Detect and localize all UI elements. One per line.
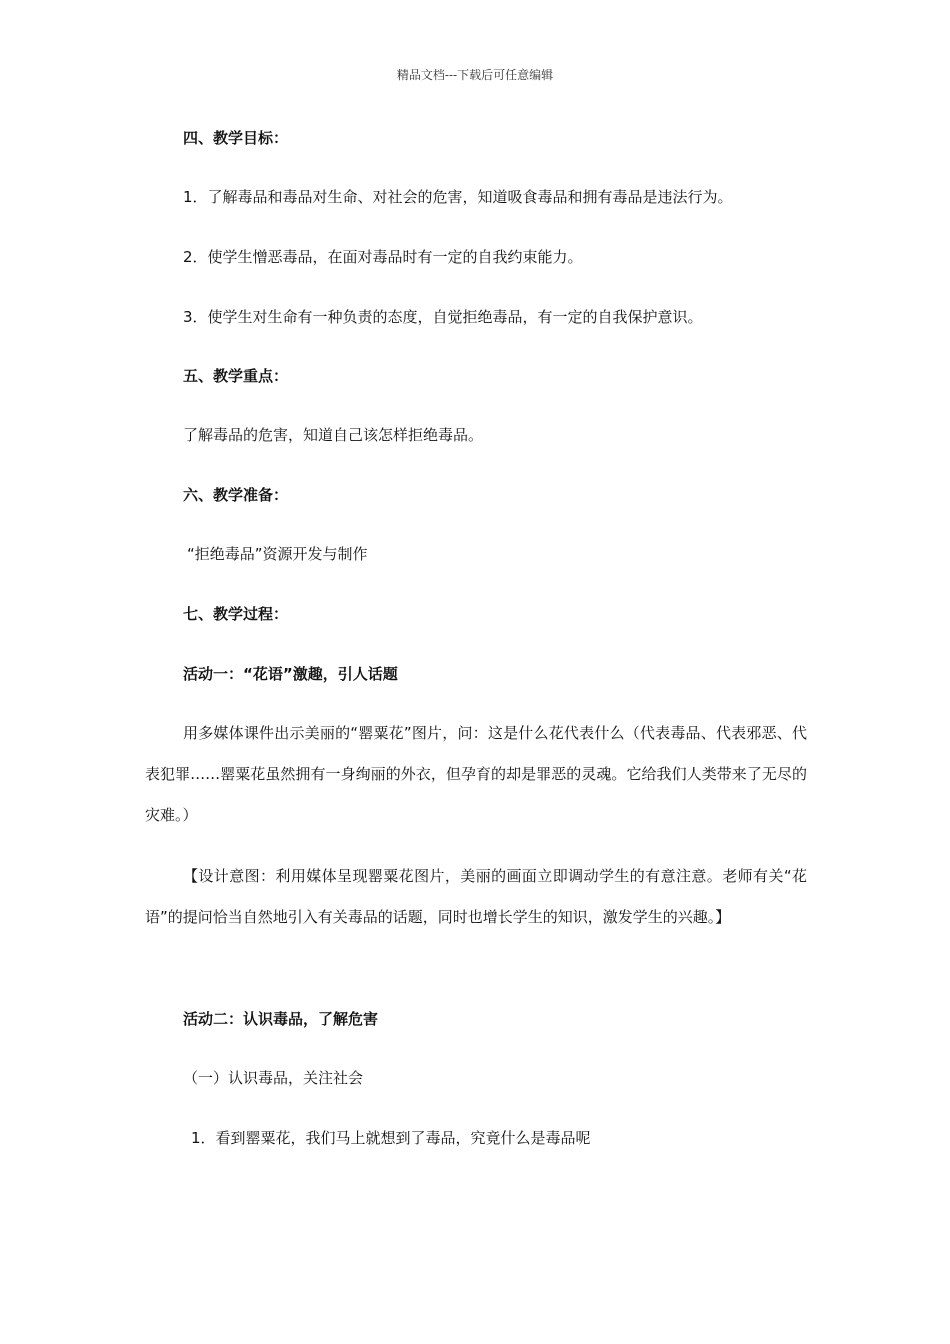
page-header: 精品文档---下载后可任意编辑 <box>396 68 554 82</box>
process-heading: 七、教学过程： <box>183 605 289 623</box>
focus-text: 了解毒品的危害，知道自己该怎样拒绝毒品。 <box>183 426 484 444</box>
goal-item-1: 1．了解毒品和毒品对生命、对社会的危害，知道吸食毒品和拥有毒品是违法行为。 <box>183 188 733 206</box>
goal-item-3: 3．使学生对生命有一种负责的态度，自觉拒绝毒品，有一定的自我保护意识。 <box>183 308 703 326</box>
prep-heading: 六、教学准备： <box>183 486 289 504</box>
goal-item-2: 2．使学生憎恶毒品，在面对毒品时有一定的自我约束能力。 <box>183 248 583 266</box>
activity-1-heading: 活动一：“花语”激趣，引人话题 <box>183 665 398 683</box>
activity-1-intent: 【设计意图：利用媒体呈现罂粟花图片，美丽的画面立即调动学生的有意注意。老师有关“花语”的提问恰当自然地引入有关毒品的话题，同时也增长学生的知识，激发学生的兴趣。】 <box>145 867 807 926</box>
goals-heading: 四、教学目标： <box>183 129 289 147</box>
focus-heading: 五、教学重点： <box>183 367 289 385</box>
activity-2-heading: 活动二：认识毒品，了解危害 <box>183 1010 379 1028</box>
activity-2-item-1: 1．看到罂粟花，我们马上就想到了毒品，究竟什么是毒品呢 <box>191 1129 591 1147</box>
prep-text: “拒绝毒品”资源开发与制作 <box>187 545 368 563</box>
activity-2-subheading: （一）认识毒品，关注社会 <box>183 1069 364 1087</box>
activity-1-text: 用多媒体课件出示美丽的“罂粟花”图片，问：这是什么花代表什么（代表毒品、代表邪恶、代表犯罪……罂粟花虽然拥有一身绚丽的外衣，但孕育的却是罪恶的灵魂。它给我们人类带来了无尽的灾难。） <box>145 724 807 824</box>
